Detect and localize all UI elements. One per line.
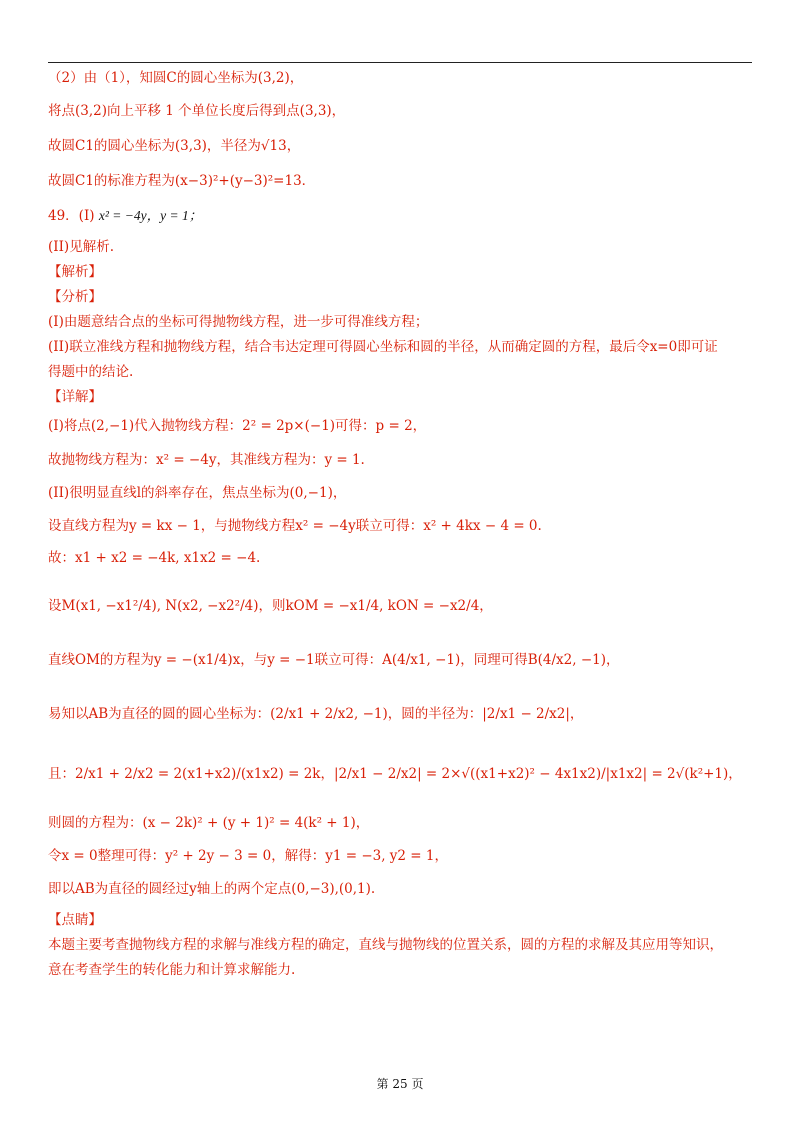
- fenxi-line-2: (II)联立准线方程和抛物线方程，结合韦达定理可得圆心坐标和圆的半径，从而确定圆的方程，最后令x=0即可证: [48, 339, 718, 355]
- heading-dianjing: 【点睛】: [48, 912, 102, 928]
- q49-answer-1: 49．(I) x² = −4y，y = 1；: [48, 208, 203, 224]
- dianjing-line-2: 意在考查学生的转化能力和计算求解能力.: [48, 962, 296, 978]
- detail-line-7: 直线OM的方程为y = −(x1/4)x，与y = −1联立可得：A(4/x1, −1)，同理可得B(4/x2, −1)，: [48, 652, 620, 668]
- part2-line-3: 故圆C1的圆心坐标为(3,3)，半径为√13，: [48, 138, 301, 154]
- heading-xiangjie: 【详解】: [48, 389, 102, 405]
- detail-line-4: 设直线方程为y = kx − 1，与抛物线方程x² = −4y联立可得：x² + 4kx − 4 = 0.: [48, 518, 542, 534]
- detail-line-8: 易知以AB为直径的圆的圆心坐标为：(2/x1 + 2/x2, −1)，圆的半径为：|2/x1 − 2/x2|，: [48, 706, 584, 722]
- part2-line-1: （2）由（1），知圆C的圆心坐标为(3,2)，: [48, 70, 304, 86]
- detail-line-3: (II)很明显直线l的斜率存在，焦点坐标为(0,−1)，: [48, 485, 347, 501]
- detail-line-11: 令x = 0整理可得：y² + 2y − 3 = 0，解得：y1 = −3, y2 = 1，: [48, 848, 449, 864]
- detail-line-5: 故：x1 + x2 = −4k, x1x2 = −4.: [48, 550, 261, 566]
- fenxi-line-1: (I)由题意结合点的坐标可得抛物线方程，进一步可得准线方程；: [48, 314, 429, 330]
- dianjing-line-1: 本题主要考查抛物线方程的求解与准线方程的确定，直线与抛物线的位置关系，圆的方程的求解及其应用等知识，: [48, 937, 723, 953]
- detail-line-1: (I)将点(2,−1)代入抛物线方程：2² = 2p×(−1)可得：p = 2，: [48, 418, 427, 434]
- fenxi-line-3: 得题中的结论.: [48, 364, 134, 380]
- top-rule: [48, 62, 752, 63]
- detail-line-12: 即以AB为直径的圆经过y轴上的两个定点(0,−3),(0,1).: [48, 881, 376, 897]
- part2-line-2: 将点(3,2)向上平移 1 个单位长度后得到点(3,3)，: [48, 103, 346, 119]
- detail-line-2: 故抛物线方程为：x² = −4y，其准线方程为：y = 1.: [48, 452, 365, 468]
- detail-line-6: 设M(x1, −x1²/4), N(x2, −x2²/4)，则kOM = −x1/4, kON = −x2/4，: [48, 598, 493, 614]
- heading-fenxi: 【分析】: [48, 289, 102, 305]
- detail-line-9: 且：2/x1 + 2/x2 = 2(x1+x2)/(x1x2) = 2k，|2/x1 − 2/x2| = 2×√((x1+x2)² − 4x1x2)/|x1x2| = 2√(k²+1)，: [48, 766, 742, 782]
- heading-jiexi: 【解析】: [48, 264, 102, 280]
- q49-answer-2: (II)见解析.: [48, 239, 114, 255]
- page-number: 第 25 页: [376, 1077, 424, 1091]
- part2-line-4: 故圆C1的标准方程为(x−3)²+(y−3)²=13．: [48, 173, 316, 189]
- detail-line-10: 则圆的方程为：(x − 2k)² + (y + 1)² = 4(k² + 1)，: [48, 815, 370, 831]
